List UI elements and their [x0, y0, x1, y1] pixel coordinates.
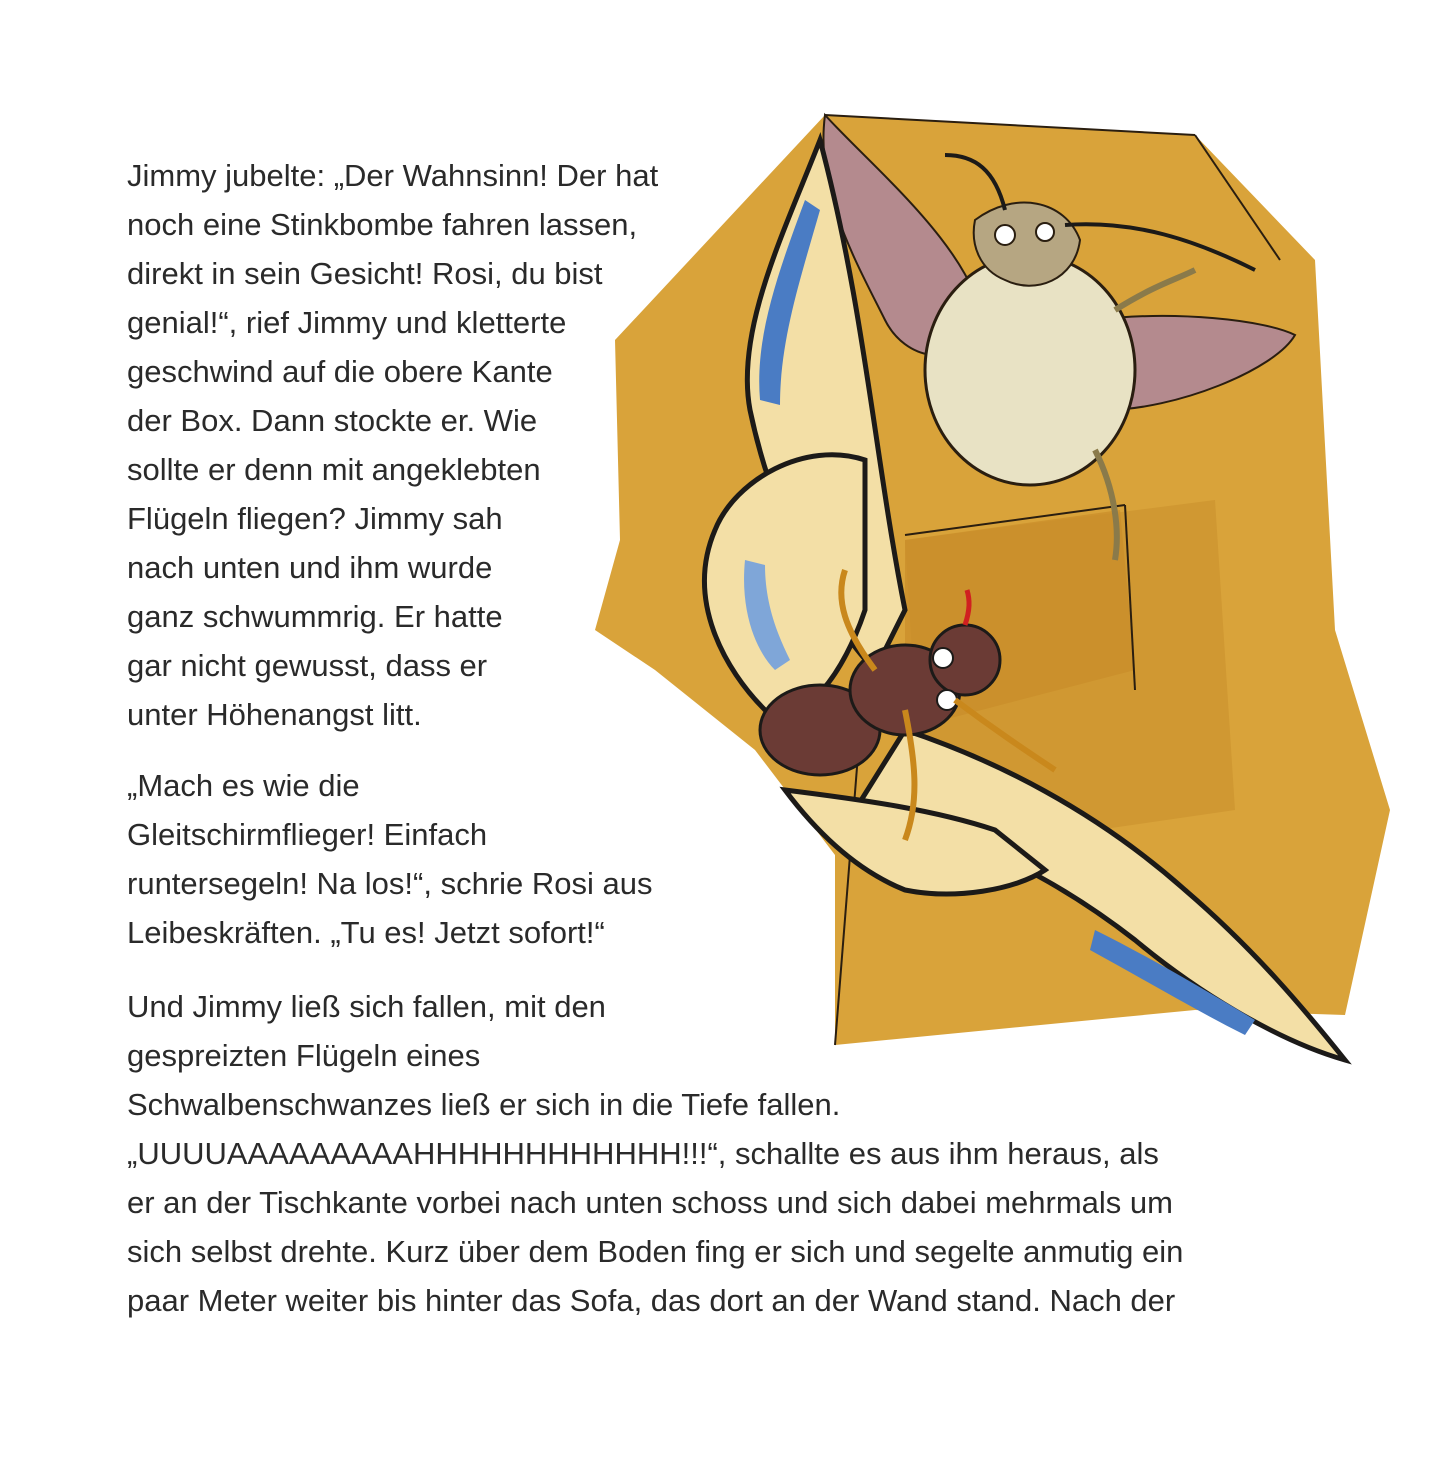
- text-line: noch eine Stinkbombe fahren lassen,: [127, 207, 638, 242]
- stinkbug-eye: [995, 225, 1015, 245]
- text-line: ganz schwummrig. Er hatte: [127, 599, 503, 634]
- text-line: Jimmy jubelte: „Der Wahnsinn! Der hat: [127, 158, 659, 193]
- text-line: genial!“, rief Jimmy und kletterte: [127, 305, 567, 340]
- illustration-drawing: [575, 110, 1415, 1070]
- text-line: sollte er denn mit angeklebten: [127, 452, 541, 487]
- text-line: gespreizten Flügeln eines: [127, 1038, 481, 1073]
- stinkbug-eye: [1036, 223, 1054, 241]
- text-line: direkt in sein Gesicht! Rosi, du bist: [127, 256, 603, 291]
- text-line: nach unten und ihm wurde: [127, 550, 493, 585]
- text-line: sich selbst drehte. Kurz über dem Boden fing er sich und segelte anmutig ein: [127, 1234, 1184, 1269]
- text-line: Schwalbenschwanzes ließ er sich in die Tiefe fallen.: [127, 1087, 841, 1122]
- text-line: Gleitschirmflieger! Einfach: [127, 817, 488, 852]
- text-line: „Mach es wie die: [127, 768, 360, 803]
- text-line: Flügeln fliegen? Jimmy sah: [127, 501, 503, 536]
- text-line: er an der Tischkante vorbei nach unten schoss und sich dabei mehrmals um: [127, 1185, 1173, 1220]
- text-line: geschwind auf die obere Kante: [127, 354, 553, 389]
- butterfly-illustration: [575, 110, 1415, 1070]
- paragraph-3: [127, 982, 1183, 1325]
- jimmy-eye: [933, 648, 953, 668]
- text-line: „UUUUAAAAAAAAAHHHHHHHHHHHH!!!“, schallte es aus ihm heraus, als: [127, 1136, 1159, 1171]
- text-line: Und Jimmy ließ sich fallen, mit den: [127, 989, 606, 1024]
- text-line: der Box. Dann stockte er. Wie: [127, 403, 538, 438]
- stinkbug-body: [925, 255, 1135, 485]
- text-line: paar Meter weiter bis hinter das Sofa, das dort an der Wand stand. Nach der: [127, 1283, 1176, 1318]
- paragraph-2: [127, 761, 653, 957]
- text-line: unter Höhenangst litt.: [127, 697, 422, 732]
- text-line: runtersegeln! Na los!“, schrie Rosi aus: [127, 866, 653, 901]
- text-line: gar nicht gewusst, dass er: [127, 648, 488, 683]
- text-line: Leibeskräften. „Tu es! Jetzt sofort!“: [127, 915, 605, 950]
- jimmy-eye: [937, 690, 957, 710]
- paragraph-1: [127, 151, 658, 739]
